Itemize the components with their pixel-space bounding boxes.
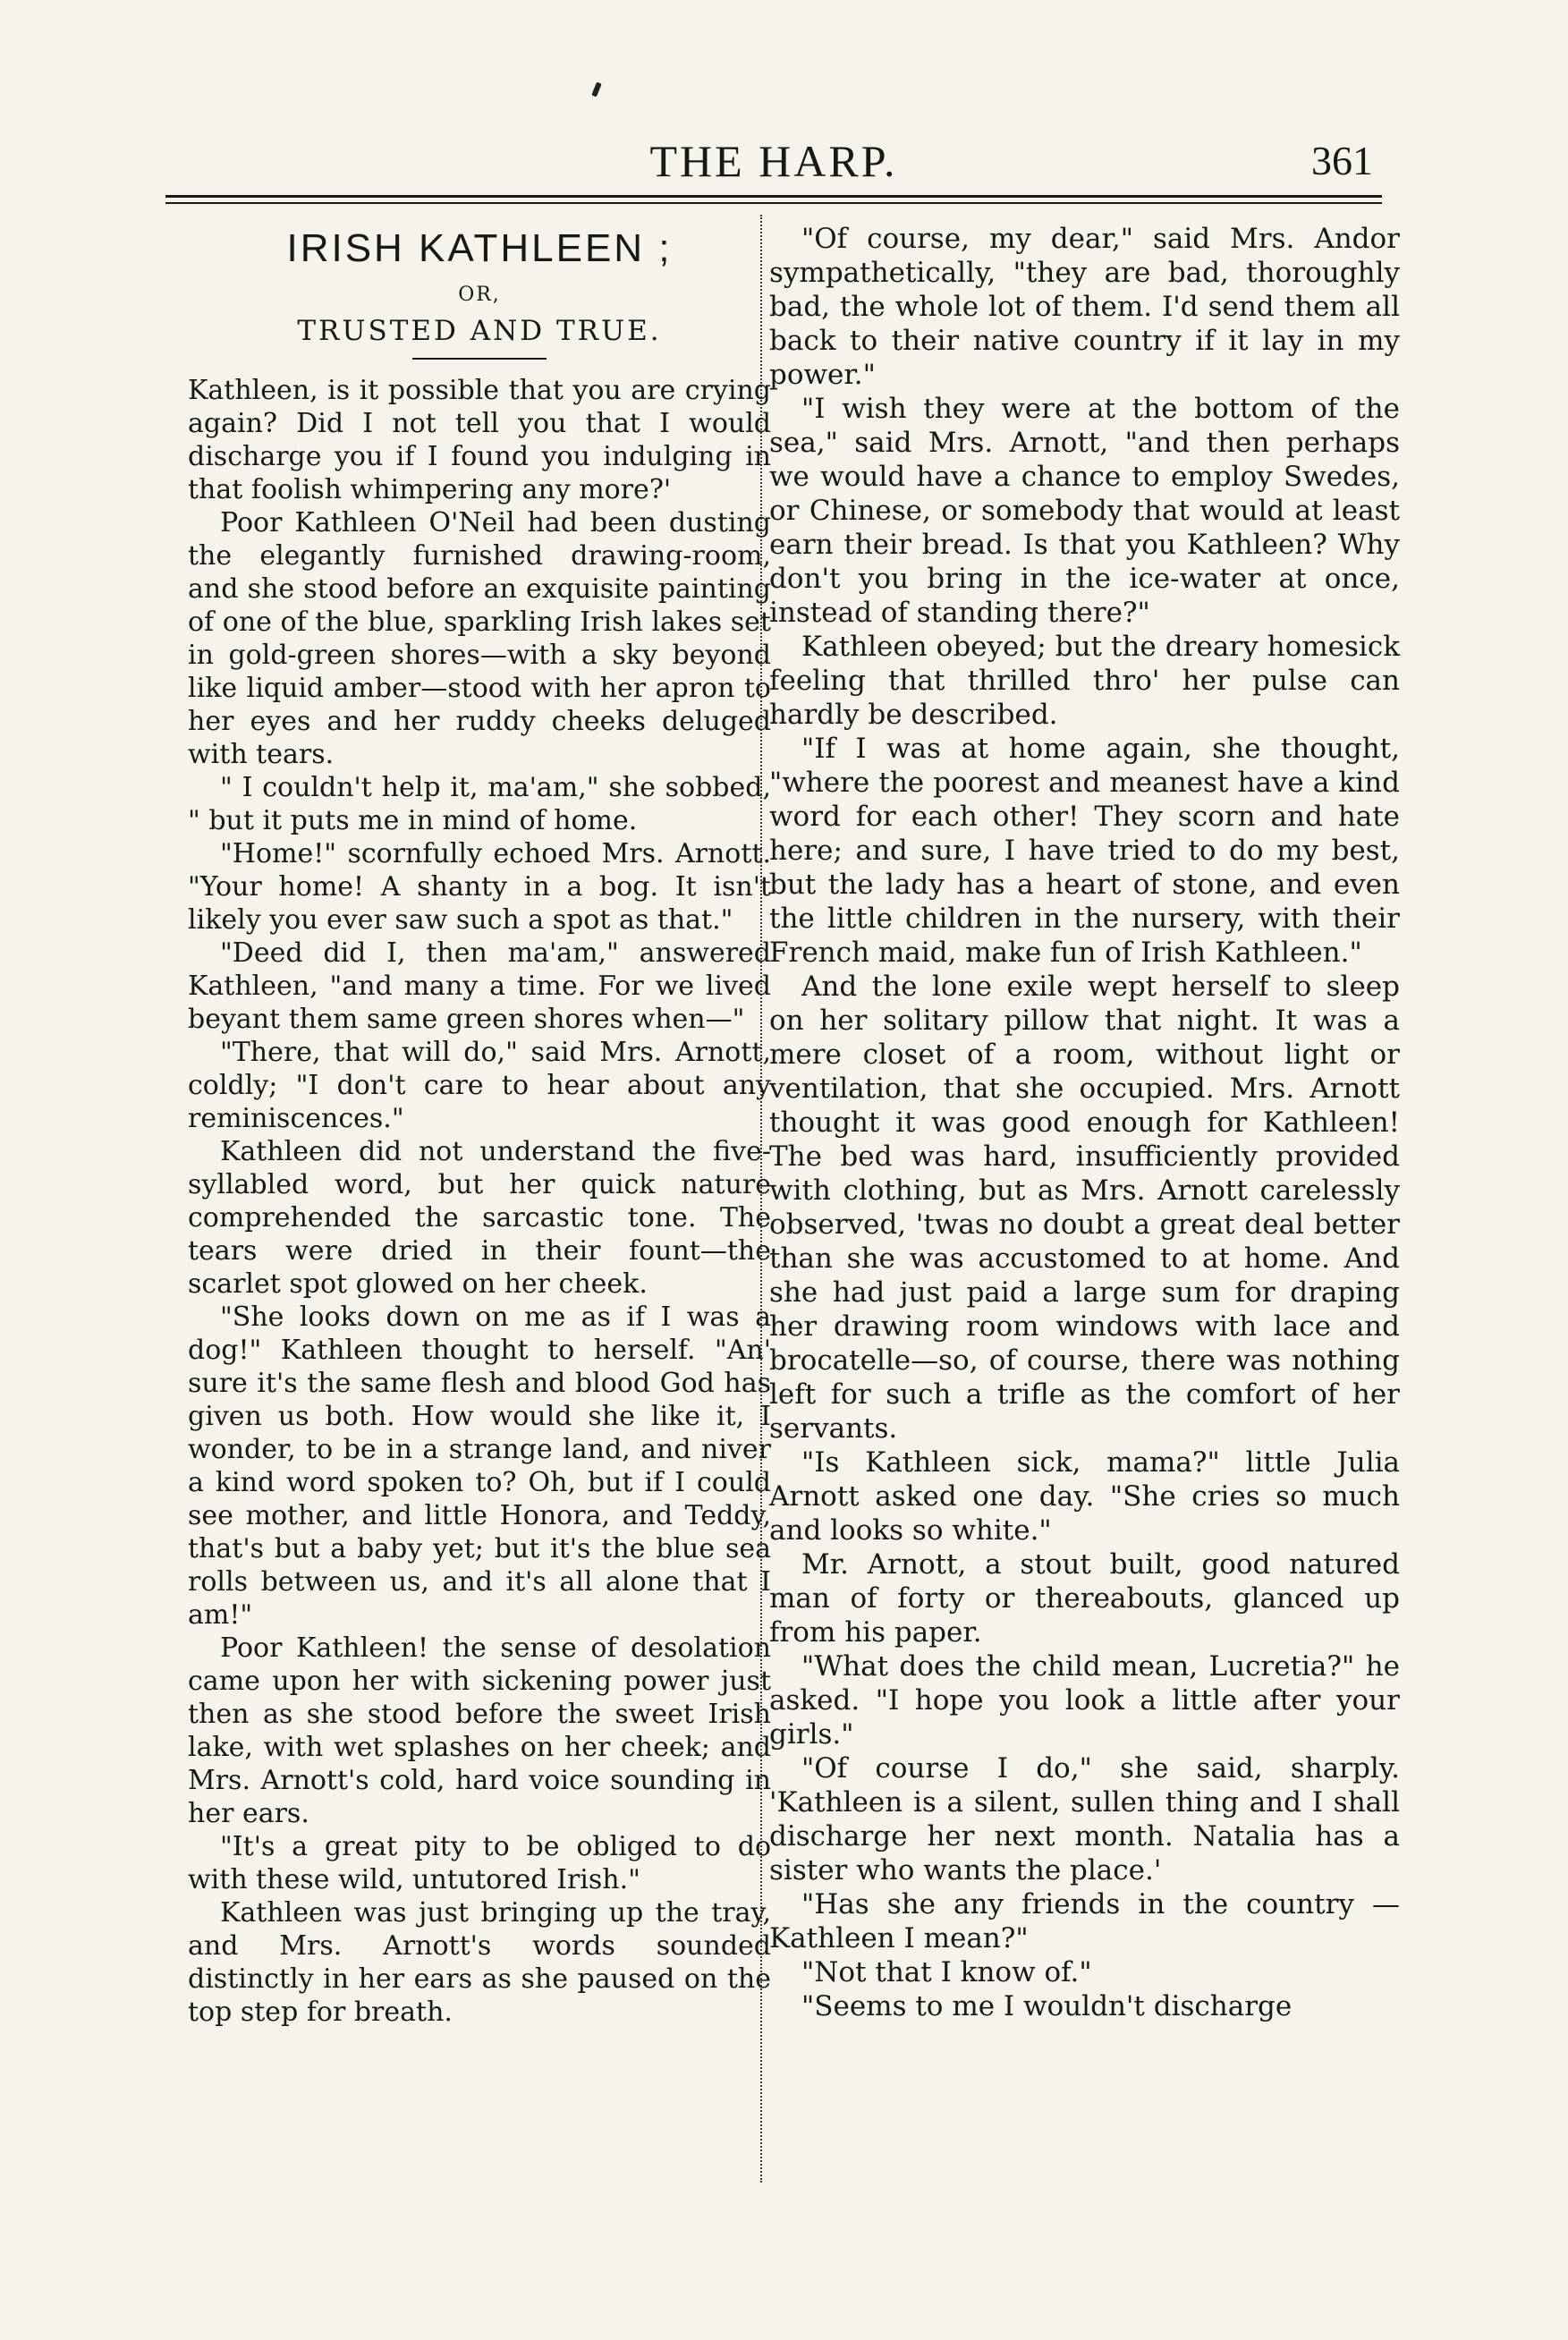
paragraph: "There, that will do," said Mrs. Arnott, coldly; "I don't care to hear about any reminiscences." [188, 1037, 771, 1134]
paragraph: "Seems to me I wouldn't discharge [801, 1990, 1293, 2022]
right-column [769, 222, 1400, 2023]
paragraph: "Home!" scornfully echoed Mrs. Arnott. "Your home! A shanty in a bog. It isn't likely you ever saw such a spot as that." [188, 838, 771, 936]
paragraph: "If I was at home again, she thought, "where the poorest and meanest have a kind word for each other! They scorn and hate here; and sure, I have tried to do my best, but the lady has a heart of stone, and even the little children in the nursery, with their French maid, make fun of Irish Kathleen." [769, 733, 1400, 969]
paragraph: Kathleen obeyed; but the dreary homesick feeling that thrilled thro' her pulse can hardly be described. [769, 631, 1400, 731]
story-subtitle: TRUSTED AND TRUE. [297, 315, 662, 347]
paragraph: Poor Kathleen O'Neil had been dusting the elegantly furnished drawing-room, and she stood before an exquisite painting of one of the blue, sparkling Irish lakes set in gold-green shores—with a sky beyond like liquid amber—stood with her apron to her eyes and her ruddy cheeks deluged with tears. [188, 507, 771, 770]
paragraph: Kathleen, is it possible that you are crying again? Did I not tell you that I would discharge you if I found you indulging in that foolish whimpering any more?' [188, 375, 771, 505]
paragraph: "Deed did I, then ma'am," answered Kathleen, "and many a time. For we lived beyant them same green shores when—" [188, 937, 771, 1035]
paragraph: "Not that I know of." [801, 1956, 1092, 1988]
paragraph: "Of course I do," she said, sharply. 'Kathleen is a silent, sullen thing and I shall discharge her next month. Natalia has a sister who wants the place.' [769, 1752, 1400, 1886]
paragraph: "It's a great pity to be obliged to do with these wild, untutored Irish." [188, 1831, 771, 1895]
paragraph: "Of course, my dear," said Mrs. Andor sympathetically, "they are bad, thoroughly bad, the whole lot of them. I'd send them all back to their native country if it lay in my power." [769, 223, 1400, 391]
paragraph: "Has she any friends in the country —Kathleen I mean?" [769, 1888, 1400, 1954]
paragraph: Mr. Arnott, a stout built, good natured man of forty or thereabouts, glanced up from his paper. [769, 1548, 1400, 1649]
paragraph: "What does the child mean, Lucretia?" he asked. "I hope you look a little after your girls." [769, 1650, 1400, 1751]
page-header [165, 134, 1382, 197]
header-rule [165, 195, 1382, 198]
paragraph: "She looks down on me as if I was a dog!" Kathleen thought to herself. "An' sure it's the same flesh and blood God has given us both. How would she like it, I wonder, to be in a strange land, and niver a kind word spoken to? Oh, but if I could see mother, and little Honora, and Teddy, that's but a baby yet; but it's the blue sea rolls between us, and it's all alone that I am!" [188, 1301, 771, 1631]
page-number: 361 [1311, 138, 1373, 183]
story-or: OR, [458, 284, 501, 306]
paragraph: " I couldn't help it, ma'am," she sobbed, " but it puts me in mind of home. [188, 772, 771, 836]
paragraph: Kathleen was just bringing up the tray, and Mrs. Arnott's words sounded distinctly in her ears as she paused on the top step for breath. [188, 1897, 771, 2028]
title-rule [412, 358, 547, 360]
paragraph: And the lone exile wept herself to sleep on her solitary pillow that night. It was a mere closet of a room, without light or ventilation, that she occupied. Mrs. Arnott thought it was good enough for Kathleen! The bed was hard, insufficiently provided with clothing, but as Mrs. Arnott carelessly observed, 'twas no doubt a great deal better than she was accustomed to at home. And she had just paid a large sum for draping her drawing room windows with lace and brocatelle—so, of course, there was nothing left for such a trifle as the comfort of her servants. [769, 971, 1400, 1445]
header-rule-thin [165, 202, 1382, 204]
running-title: THE HARP. [649, 136, 898, 186]
paragraph: Poor Kathleen! the sense of desolation came upon her with sickening power just then as she stood before the sweet Irish lake, with wet splashes on her cheek; and Mrs. Arnott's cold, hard voice sounding in her ears. [188, 1632, 771, 1829]
paragraph: "Is Kathleen sick, mama?" little Julia Arnott asked one day. "She cries so much and looks so white." [769, 1446, 1400, 1547]
story-title: IRISH KATHLEEN ; [286, 226, 673, 270]
ink-mark [591, 81, 602, 97]
paragraph: Kathleen did not understand the five-syllabled word, but her quick nature comprehended the sarcastic tone. The tears were dried in their fount—the scarlet spot glowed on her cheek. [188, 1136, 771, 1300]
paragraph: "I wish they were at the bottom of the sea," said Mrs. Arnott, "and then perhaps we would have a chance to employ Swedes, or Chinese, or somebody that would at least earn their bread. Is that you Kathleen? Why don't you bring in the ice-water at once, instead of standing there?" [769, 393, 1400, 629]
left-column [188, 213, 771, 2029]
